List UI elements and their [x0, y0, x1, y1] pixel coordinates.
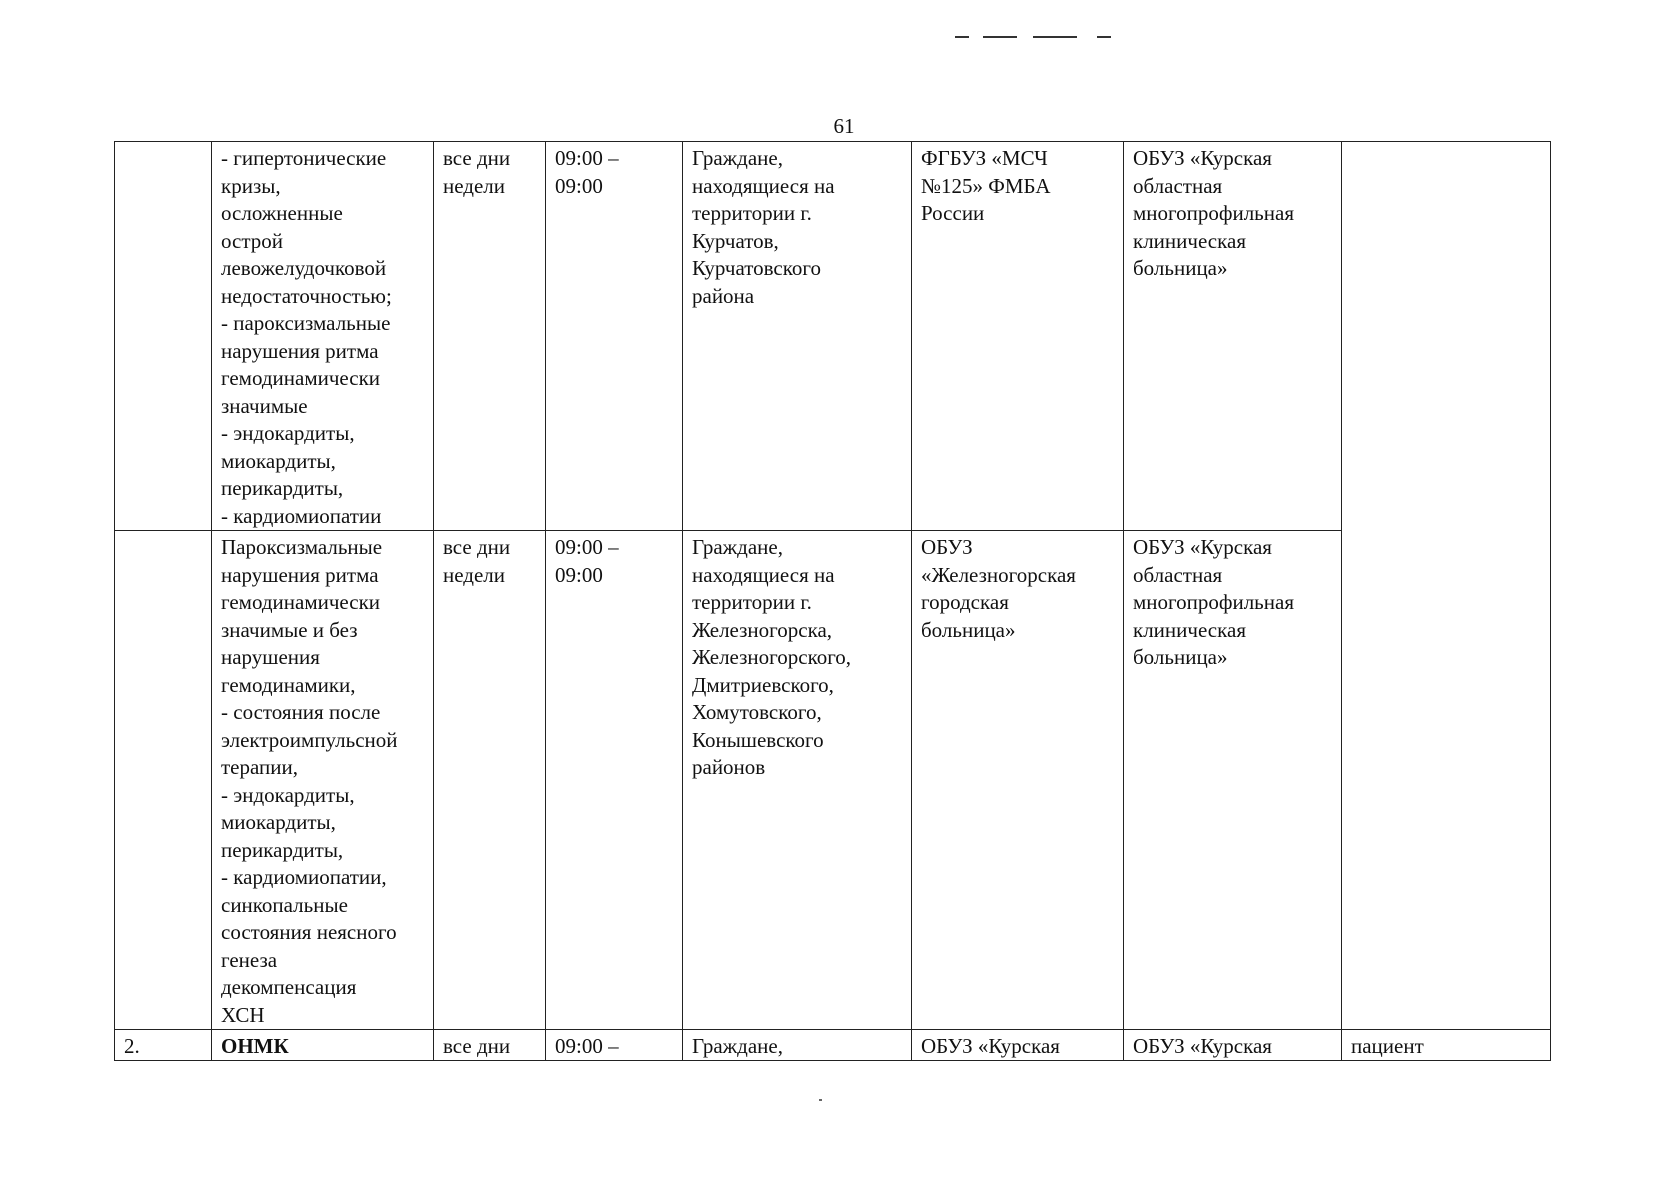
page-number: 61: [833, 114, 855, 138]
referral-cell: ОБУЗ «Курская областная многопрофильная клиническая больница»: [1124, 142, 1342, 531]
referral-cell: ОБУЗ «Курская областная многопрофильная клиническая больница»: [1124, 531, 1342, 1030]
days-cell: все дни недели: [434, 531, 546, 1030]
note-cell: пациент: [1342, 1030, 1551, 1061]
scan-speck: [819, 1099, 822, 1101]
table-row: [115, 531, 1551, 1030]
citizens-cell: Граждане,: [683, 1030, 912, 1061]
citizens-cell: Граждане, находящиеся на территории г. Курчатов, Курчатовского района: [683, 142, 912, 531]
medical-routing-table: [114, 141, 1551, 1061]
hours-cell: 09:00 – 09:00: [546, 142, 683, 531]
table-row: [115, 1030, 1551, 1061]
conditions-cell: ОНМК: [212, 1030, 434, 1061]
row-number-cell: [115, 531, 212, 1030]
institution-cell: ОБУЗ «Железногорская городская больница»: [912, 531, 1124, 1030]
row-number-cell: 2.: [115, 1030, 212, 1061]
citizens-cell: Граждане, находящиеся на территории г. Железногорска, Железногорского, Дмитриевского, Хомутовского, Конышевского районов: [683, 531, 912, 1030]
institution-cell: ОБУЗ «Курская: [912, 1030, 1124, 1061]
institution-cell: ФГБУЗ «МСЧ №125» ФМБА России: [912, 142, 1124, 531]
days-cell: все дни: [434, 1030, 546, 1061]
note-cell: [1342, 142, 1551, 1030]
scan-artifact-marks: [955, 36, 1125, 40]
conditions-cell: Пароксизмальные нарушения ритма гемодинамически значимые и без нарушения гемодинамики, - состояния после электроимпульсной терапии, - эндокардиты, миокардиты, перикардиты, - кардиомиопатии, синкопальные состояния неясного генеза декомпенсация ХСН: [212, 531, 434, 1030]
hours-cell: 09:00 – 09:00: [546, 531, 683, 1030]
conditions-cell: - гипертонические кризы, осложненные острой левожелудочковой недостаточностью; - пароксизмальные нарушения ритма гемодинамически значимые - эндокардиты, миокардиты, перикардиты, - кардиомиопатии: [212, 142, 434, 531]
referral-cell: ОБУЗ «Курская: [1124, 1030, 1342, 1061]
row-number-cell: [115, 142, 212, 531]
table-row: [115, 142, 1551, 531]
hours-cell: 09:00 –: [546, 1030, 683, 1061]
days-cell: все дни недели: [434, 142, 546, 531]
